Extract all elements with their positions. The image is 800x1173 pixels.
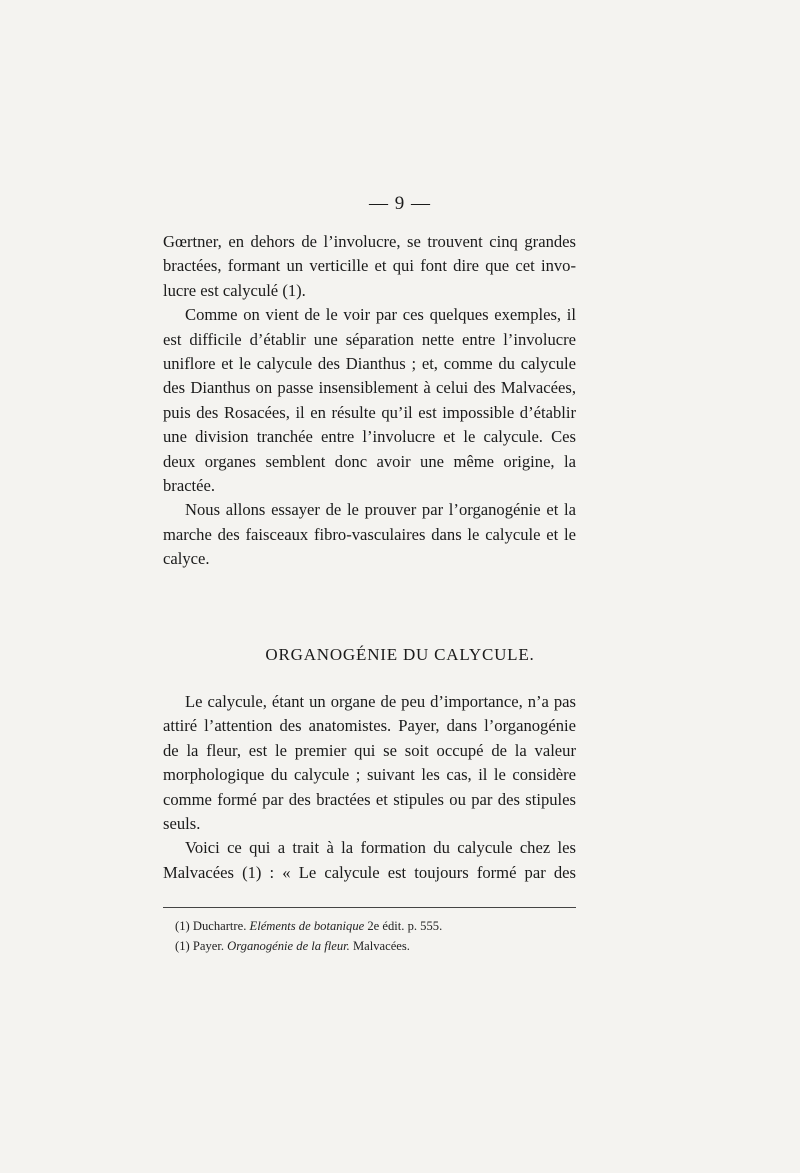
text-line: seuls.: [163, 814, 201, 834]
text-line: Malvacées (1) : « Le calycule est toujours formé par des: [163, 862, 576, 882]
footnote-details: 2e édit. p. 555.: [367, 919, 443, 933]
page-number: — 9 —: [369, 193, 431, 214]
text-line: Le calycule, étant un organe de peu d’importance, n’a pas: [185, 692, 576, 711]
text-line: est difficile d’établir une séparation nette entre l’involucre: [163, 329, 576, 349]
text-line: calyce.: [163, 549, 210, 569]
footnote-marker: (1): [175, 939, 190, 953]
text-line: bractée.: [163, 476, 216, 496]
body-text-top: [163, 230, 576, 572]
text-line: puis des Rosacées, il en résulte qu’il est impossible d’établir: [163, 402, 576, 422]
footnote-rule: [163, 907, 576, 908]
text-line: attiré l’attention des anatomistes. Payer, dans l’organogénie: [163, 716, 576, 736]
footnote-title: Organogénie de la fleur.: [227, 939, 350, 953]
paragraph-comparison: [163, 303, 576, 498]
footnote-author: Payer.: [192, 939, 224, 953]
text-line: morphologique du calycule ; suivant les cas, il le considère: [163, 765, 576, 785]
footnote-details: Malvacées.: [352, 939, 410, 953]
paragraph-proof: [163, 498, 576, 571]
footnote-title: Eléments de botanique: [249, 919, 365, 933]
text-line: deux organes semblent donc avoir une même origine, la: [163, 451, 576, 471]
footnote-marker: (1): [175, 919, 190, 933]
footnote: [175, 916, 442, 936]
text-line: une division tranchée entre l’involucre et le calycule. Ces: [163, 427, 576, 447]
text-line: de la fleur, est le premier qui se soit occupé de la valeur: [163, 740, 576, 760]
footnote-author: Duchartre.: [192, 919, 247, 933]
text-line: des Dianthus on passe insensiblement à celui des Malvacées,: [163, 378, 576, 398]
text-line: lucre est calyculé (1).: [163, 280, 306, 300]
paragraph-gaertner: [163, 230, 576, 303]
text-line: Voici ce qui a trait à la formation du calycule chez les: [185, 838, 576, 858]
text-line: Comme on vient de le voir par ces quelques exemples, il: [185, 305, 576, 325]
text-line: comme formé par des bractées et stipules ou par des stipules: [163, 789, 576, 809]
paragraph-calycule: [163, 690, 576, 836]
footnotes: [175, 916, 442, 956]
text-line: Gœrtner, en dehors de l’involucre, se trouvent cinq grandes: [163, 232, 576, 251]
section-heading: ORGANOGÉNIE DU CALYCULE.: [265, 645, 535, 664]
paragraph-malvacees: [163, 836, 576, 885]
text-line: bractées, formant un verticille et qui font dire que cet invo-: [163, 256, 576, 276]
text-line: Nous allons essayer de le prouver par l’organogénie et la: [185, 500, 576, 520]
body-text-bottom: [163, 690, 576, 885]
text-line: uniflore et le calycule des Dianthus ; et, comme du calycule: [163, 354, 576, 374]
footnote: [175, 936, 442, 956]
text-line: marche des faisceaux fibro-vasculaires dans le calycule et le: [163, 524, 576, 544]
